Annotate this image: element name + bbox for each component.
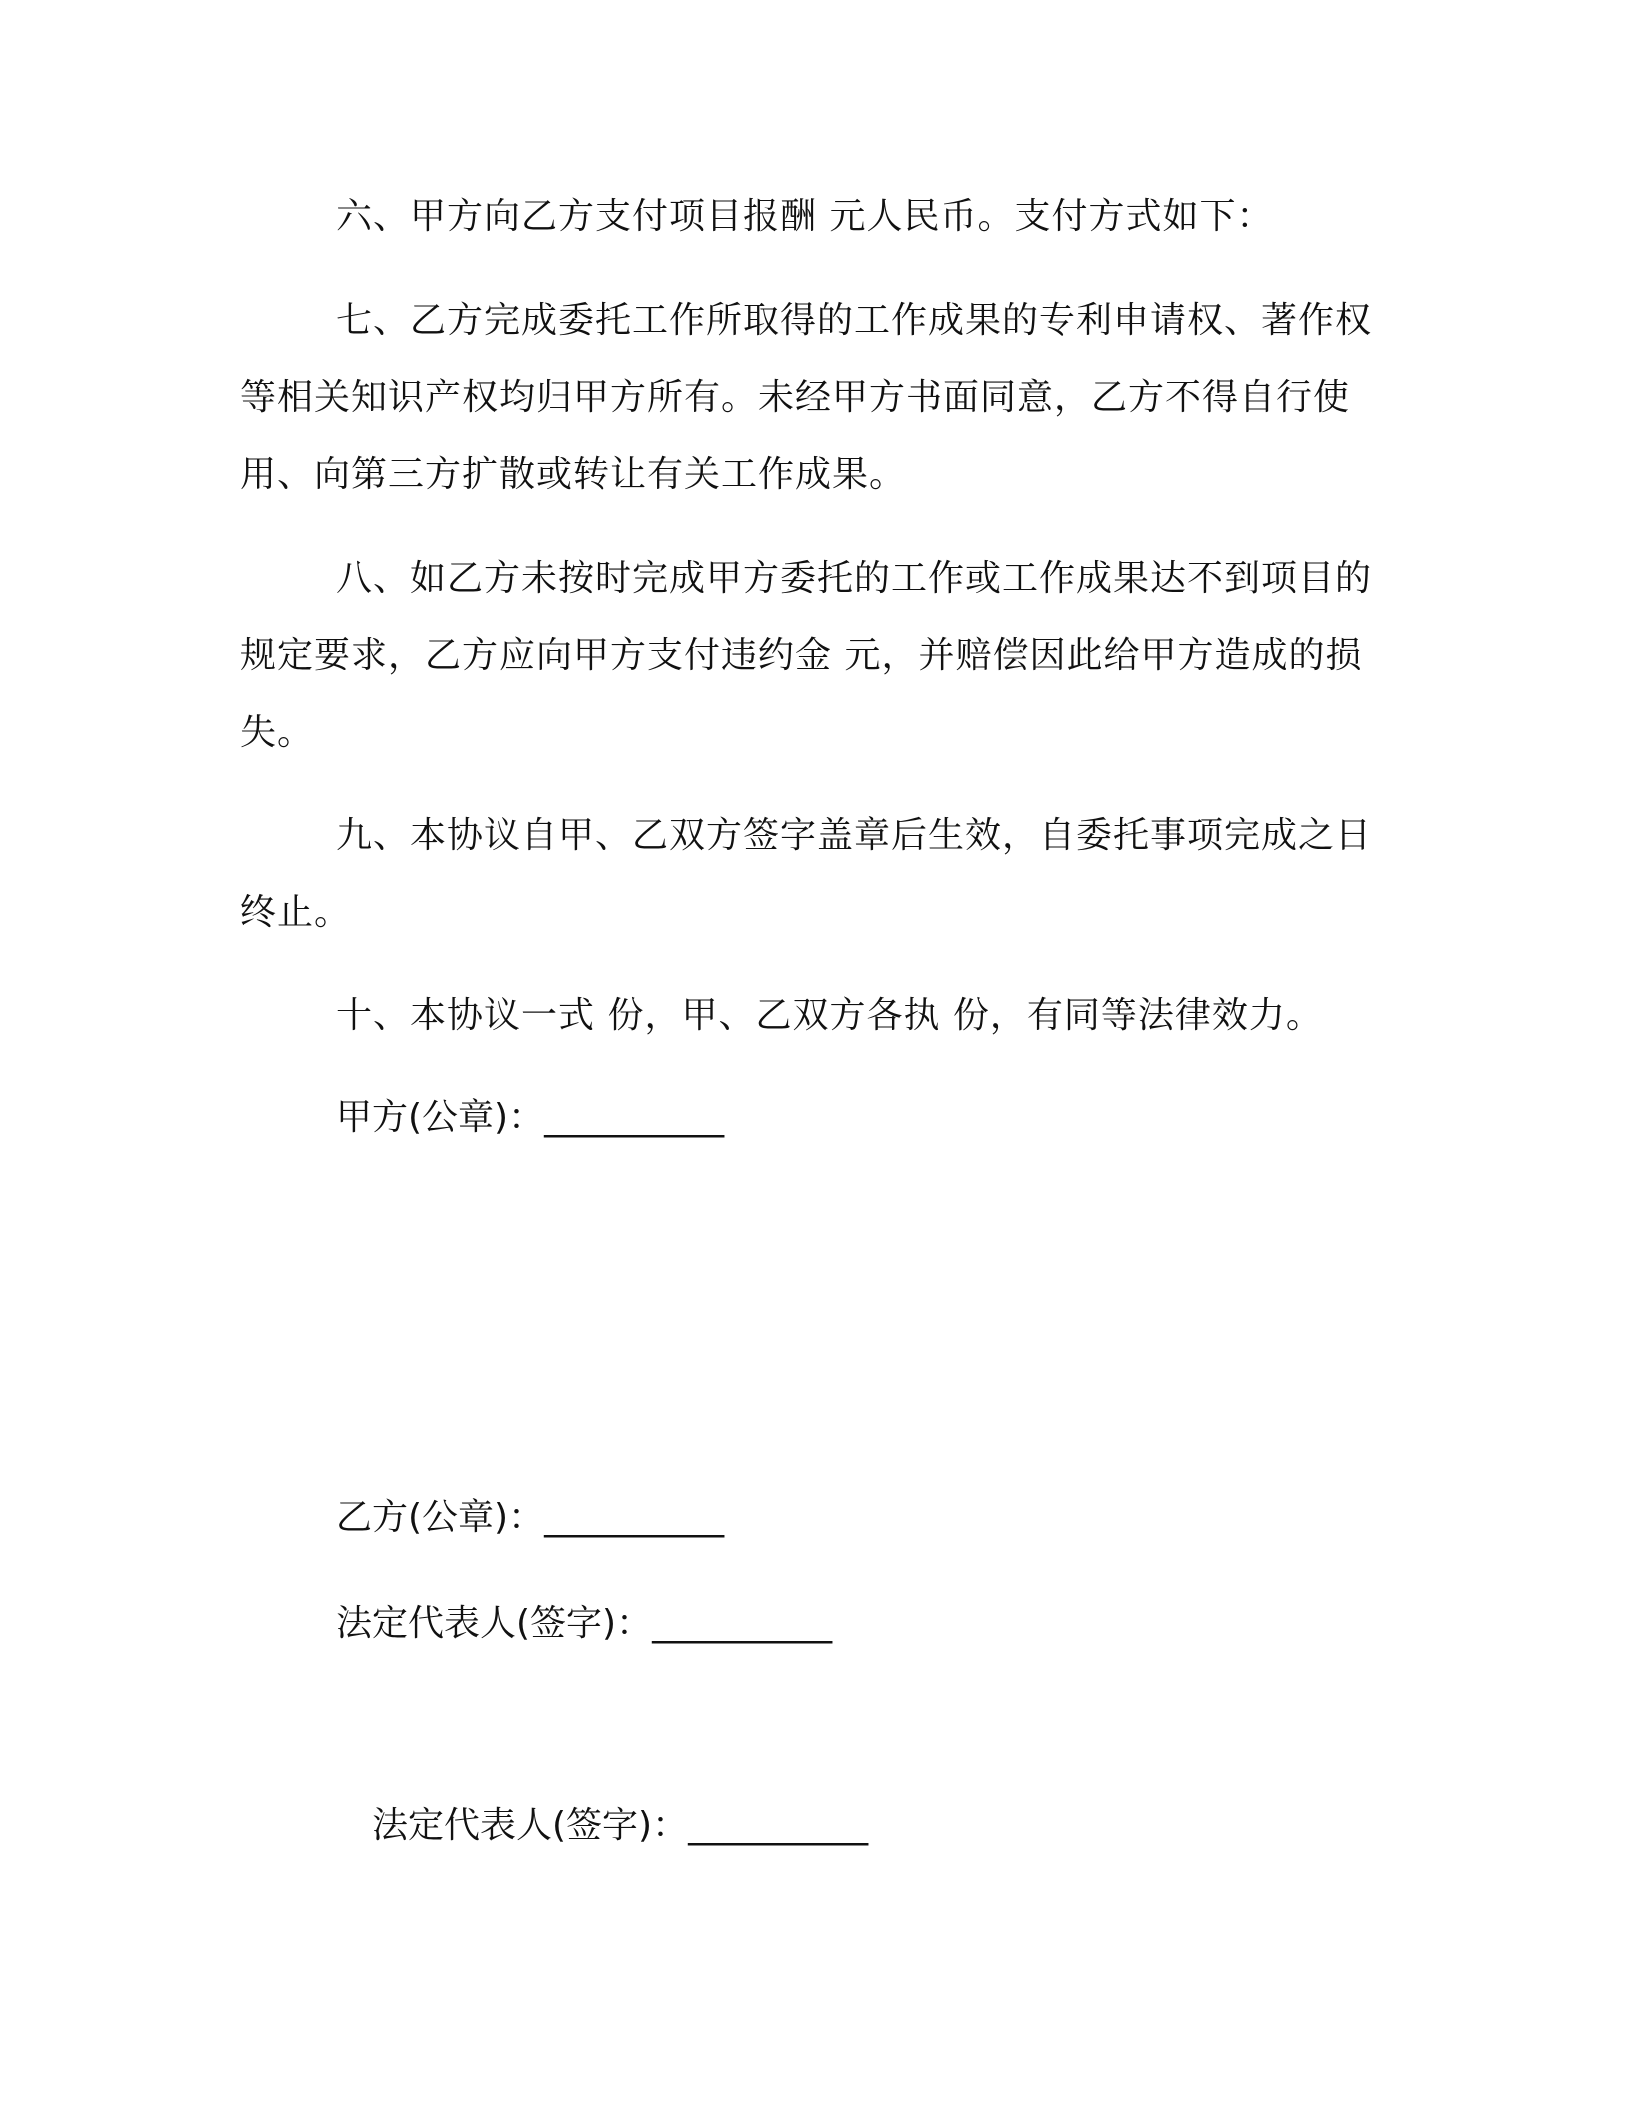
clause-9: 九、本协议自甲、乙双方签字盖章后生效，自委托事项完成之日终止。 xyxy=(240,815,1373,933)
clause-10: 十、本协议一式 份，甲、乙双方各执 份，有同等法律效力。 xyxy=(336,995,1323,1036)
clause-7: 七、乙方完成委托工作所取得的工作成果的专利申请权、著作权等相关知识产权均归甲方所有。未经甲方书面同意，乙方不得自行使用、向第三方扩散或转让有关工作成果。 xyxy=(240,300,1373,495)
party-b-seal-line: 乙方(公章)：__________ xyxy=(336,1497,725,1538)
legal-representative-signature-line-2: 法定代表人(签字)：__________ xyxy=(372,1805,869,1846)
clause-6: 六、甲方向乙方支付项目报酬 元人民币。支付方式如下： xyxy=(336,196,1274,237)
party-a-seal-line: 甲方(公章)：__________ xyxy=(336,1097,725,1138)
legal-representative-signature-line: 法定代表人(签字)：__________ xyxy=(336,1603,833,1644)
clause-8: 八、如乙方未按时完成甲方委托的工作或工作成果达不到项目的规定要求，乙方应向甲方支付违约金 元，并赔偿因此给甲方造成的损失。 xyxy=(240,558,1373,753)
